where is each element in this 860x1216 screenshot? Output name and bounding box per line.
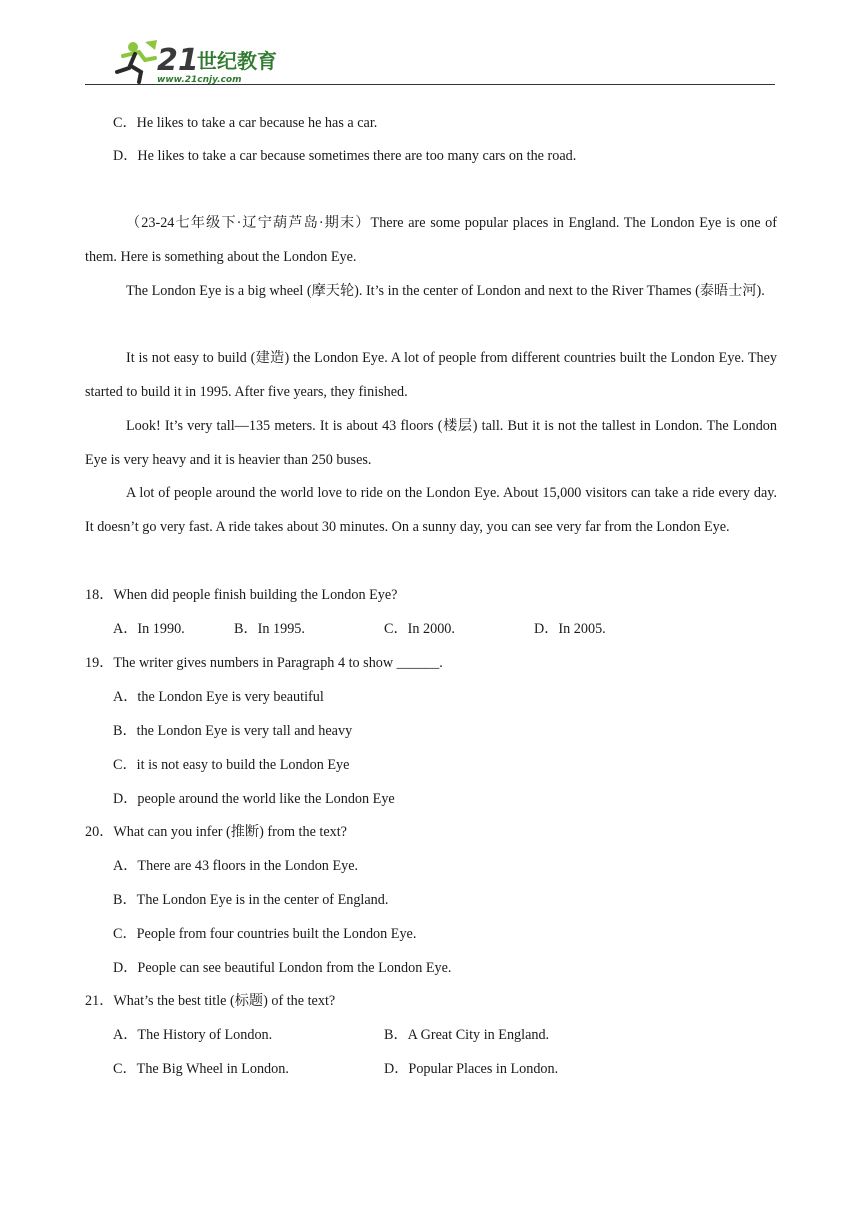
passage-intro: （23-24七年级下·辽宁葫芦岛·期末）There are some popular places in England. The London Eye is one of them. Here is something about the London Eye. xyxy=(85,215,777,265)
brand-logo xyxy=(105,38,280,88)
svg-text:世纪教育: 世纪教育 xyxy=(197,49,277,73)
passage-paragraph-3: Look! It’s very tall—135 meters. It is about 43 floors (楼层) tall. But it is not the tallest in London. The London Eye is very heavy and it is heavier than 250 buses. xyxy=(85,418,777,468)
q20-option-c: C．People from four countries built the London Eye. xyxy=(113,926,417,942)
runner-logo-icon xyxy=(105,38,280,88)
question-20-stem: 20．What can you infer (推断) from the text? xyxy=(85,824,347,840)
q21-option-b: B．A Great City in England. xyxy=(384,1027,550,1043)
q21-option-c: C．The Big Wheel in London. xyxy=(113,1061,289,1077)
q21-option-d: D．Popular Places in London. xyxy=(384,1061,559,1077)
q18-option-a: A．In 1990. xyxy=(113,621,185,637)
q20-option-d: D．People can see beautiful London from the London Eye. xyxy=(113,960,452,976)
option-d: D．He likes to take a car because sometimes there are too many cars on the road. xyxy=(113,148,577,164)
q18-option-c: C．In 2000. xyxy=(384,621,455,637)
q18-option-b: B．In 1995. xyxy=(234,621,305,637)
q19-option-a: A．the London Eye is very beautiful xyxy=(113,689,324,705)
q20-option-b: B．The London Eye is in the center of England. xyxy=(113,892,389,908)
q18-option-d: D．In 2005. xyxy=(534,621,606,637)
q20-option-a: A．There are 43 floors in the London Eye. xyxy=(113,858,359,874)
passage-paragraph-4: A lot of people around the world love to ride on the London Eye. About 15,000 visitors can take a ride every day. It doesn’t go very fast. A ride takes about 30 minutes. On a sunny day, you can see very far from the London Eye. xyxy=(85,485,777,535)
question-19-stem: 19．The writer gives numbers in Paragraph 4 to show ______. xyxy=(85,655,443,671)
q19-option-b: B．the London Eye is very tall and heavy xyxy=(113,723,353,739)
question-21-stem: 21．What’s the best title (标题) of the text? xyxy=(85,993,336,1009)
page-header xyxy=(0,0,860,90)
q19-option-d: D．people around the world like the London Eye xyxy=(113,791,395,807)
q21-option-a: A．The History of London. xyxy=(113,1027,273,1043)
passage-paragraph-2: It is not easy to build (建造) the London Eye. A lot of people from different countries built the London Eye. They started to build it in 1995. After five years, they finished. xyxy=(85,350,777,400)
option-c: C．He likes to take a car because he has a car. xyxy=(113,115,378,131)
question-18-stem: 18．When did people finish building the London Eye? xyxy=(85,587,398,603)
q19-option-c: C．it is not easy to build the London Eye xyxy=(113,757,350,773)
svg-text:21: 21 xyxy=(157,43,199,78)
header-divider xyxy=(85,84,775,85)
passage-paragraph-1: The London Eye is a big wheel (摩天轮). It’s in the center of London and next to the River Thames (泰晤士河). xyxy=(126,283,765,299)
svg-text:www.21cnjy.com: www.21cnjy.com xyxy=(157,75,242,85)
